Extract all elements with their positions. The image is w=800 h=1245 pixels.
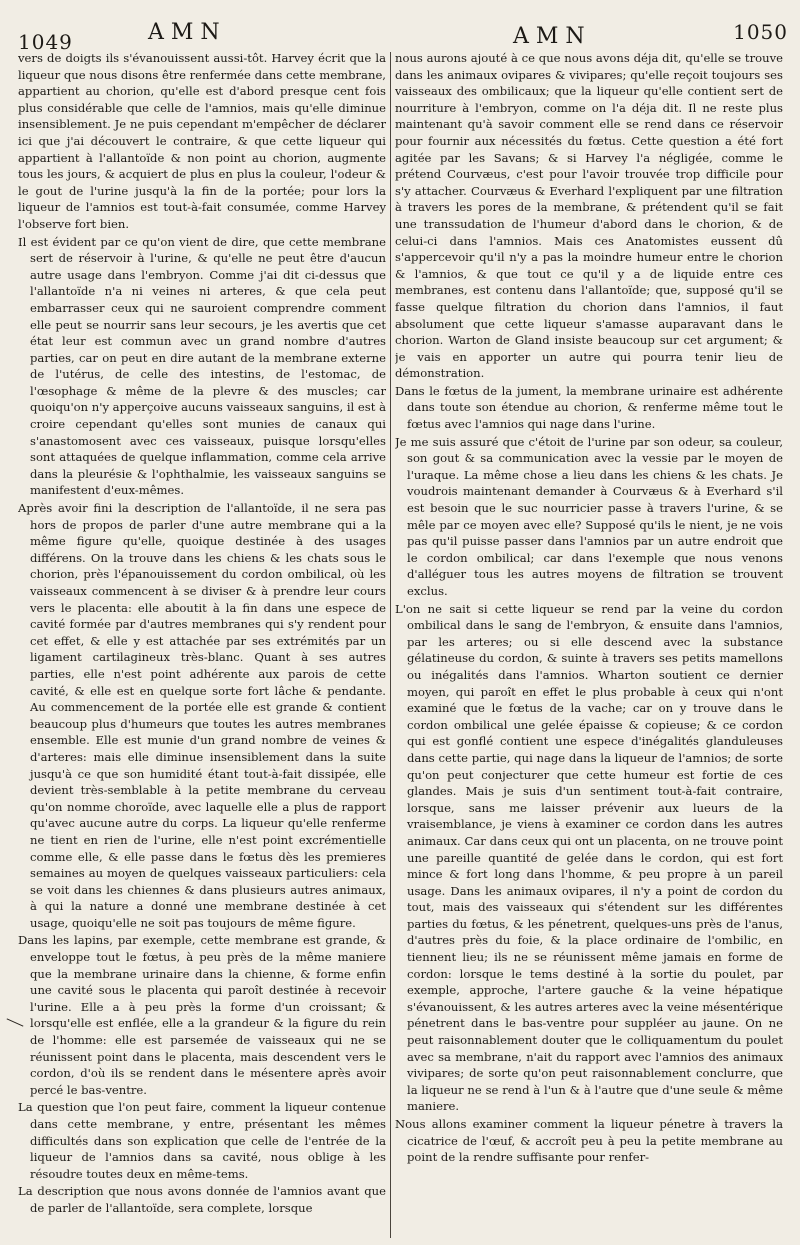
paragraph: nous aurons ajouté à ce que nous avons déja dit, qu'elle se trouve dans les animaux ovipares & vivipares; qu'elle reçoit toujours ses vaisseaux des ombilicaux; que la liqueur qu'elle contient sert de nourriture à l'embryon, comme on l'a déja dit. Il ne reste plus maintenant qu'à savoir comment elle se rend dans ce réservoir pour fournir aux nécessités du fœtus. Cette question a été fort agitée par les Savans; & si Harvey l'a négligée, comme le prétend Courvæus, c'est pour l'avoir trouvée trop difficile pour s'y attacher. Courvæus & Everhard l'expliquent par une filtration à travers les pores de la membrane, & prétendent qu'il se fait une transsudation de l'humeur d'abord dans le chorion, & de celui-ci dans l'amnios. Mais ces Anatomistes eussent dû s'appercevoir qu'il n'y a pas la moindre humeur entre le chorion & l'amnios, & que tout ce qu'il y a de liquide entre ces membranes, est contenu dans l'allantoïde; que, supposé qu'il se fasse quelque filtration du chorion dans l'amnios, il faut absolument que cette liqueur s'amasse auparavant dans le chorion. Warton de Gland insiste beaucoup sur cet argument; & je vais en apporter un autre qui pourra tenir lieu de démonstration. xyxy=(395,51,783,381)
paragraph: Après avoir fini la description de l'allantoïde, il ne sera pas hors de propos de parler d'une autre membrane qui a la même figure qu'elle, quoique destinée à des usages différens. On la trouve dans les chiens & les chats sous le chorion, près l'épanouissement du cordon ombilical, où les vaisseaux commencent à se diviser & à prendre leur cours vers le placenta: elle aboutit à la fin dans une espece de cavité formée par d'autres membranes qui s'y rendent pour cet effet, & elle y est attachée par ses extrémités par un ligament cartilagineux très-blanc. Quant à ses autres parties, elle n'est point adhérente aux parois de cette cavité, & elle est en quelque sorte fort lâche & pendante. Au commencement de la portée elle est grande & contient beaucoup plus d'humeurs que toutes les autres membranes ensemble. Elle est munie d'un grand nombre de veines & d'arteres: mais elle diminue insensiblement dans la suite jusqu'à ce que son humidité étant tout-à-fait dissipée, elle devient très-semblable à la petite membrane du cerveau qu'on nomme choroïde, avec laquelle elle a plus de rapport qu'avec aucune autre du corps. La liqueur qu'elle renferme ne tient en rien de l'urine, elle n'est point excrémentielle comme elle, & elle passe dans le fœtus dès les premieres semaines au moyen de quelques vaisseaux particuliers: cela se voit dans les chiennes & dans plusieurs autres animaux, à qui la nature a donné une membrane destinée à cet usage, quoiqu'elle ne soit pas toujours de même figure. xyxy=(18,501,386,930)
page-number-left: 1049 xyxy=(18,30,73,54)
paragraph: Je me suis assuré que c'étoit de l'urine par son odeur, sa couleur, son gout & sa communication avec la vessie par le moyen de l'uraque. La même chose a lieu dans les chiens & les chats. Je voudrois maintenant demander à Courvæus & à Everhard s'il est besoin que le suc nourricier passe à travers l'urine, & se mêle par ce moyen avec elle? Supposé qu'ils le nient, je ne vois pas qu'il puisse passer dans l'amnios par un autre endroit que le cordon ombilical; car dans l'exemple que nous venons d'alléguer tous les autres moyens de filtration se trouvent exclus. xyxy=(395,434,783,598)
paragraph: L'on ne sait si cette liqueur se rend par la veine du cordon ombilical dans le sang de l'embryon, & ensuite dans l'amnios, par les arteres; ou si elle descend avec la substance gélatineuse du cordon, & suinte à travers ses petits mamellons ou inégalités dans l'amnios. Wharton soutient ce dernier moyen, qui paroît en effet le plus probable à ceux qui n'ont examiné que le fœtus de la vache; car on y trouve dans le cordon ombilical une gelée épaisse & copieuse; & ce cordon qui est gonflé contient une espece d'inégalités glanduleuses dans cette partie, qui nage dans la liqueur de l'amnios; de sorte qu'on peut conjecturer que cette humeur est fortie de ces glandes. Mais je suis d'un sentiment tout-à-fait contraire, lorsque, sans me laisser prévenir aux lueurs de la vraisemblance, je viens à examiner ce cordon dans les autres animaux. Car dans ceux qui ont un placenta, on ne trouve point une pareille quantité de gelée dans le cordon, qui est fort mince & fort long dans l'homme, & peu propre à un pareil usage. Dans les animaux ovipares, il n'y a point de cordon du tout, mais des vaisseaux qui s'étendent sur les différentes parties du fœtus, & les pénetrent, quelques-uns près de l'anus, d'autres près du foie, & la place ordinaire de l'ombilic, en tiennent lieu; ils ne se réunissent même jamais en forme de cordon: lorsque le tems destiné à la sortie du poulet, par exemple, approche, l'artere gauche & la veine hépatique s'évanouissent, & les autres arteres avec la veine mésentérique pénetrent dans le bas-ventre pour suppléer au jaune. On ne peut raisonnablement douter que le colliquamentum du poulet avec sa membrane, n'ait du rapport avec l'amnios des animaux vivipares; de sorte qu'on peut raisonnablement conclurre, que la liqueur ne se rend à l'un & à l'autre que d'une seule & même maniere. xyxy=(395,601,783,1114)
left-column xyxy=(18,50,386,1240)
page-number-right: 1050 xyxy=(733,20,788,44)
right-column xyxy=(395,50,783,1240)
paragraph: vers de doigts ils s'évanouissent aussi-tôt. Harvey écrit que la liqueur que nous disons être renfermée dans cette membrane, appartient au chorion, qu'elle est d'abord presque cent fois plus considérable que celle de l'amnios, mais qu'elle diminue insensiblement. Je ne puis cependant m'empêcher de déclarer ici que j'ai découvert le contraire, & que cette liqueur qui appartient à l'allantoïde & non point au chorion, augmente tous les jours, & acquiert de plus en plus la couleur, l'odeur & le gout de l'urine jusqu'à la fin de la portée; pour lors la liqueur de l'amnios est tout-à-fait consumée, comme Harvey l'observe fort bien. xyxy=(18,51,386,231)
paragraph: Dans les lapins, par exemple, cette membrane est grande, & enveloppe tout le fœtus, à peu près de la même maniere que la membrane urinaire dans la chienne, & forme enfin une cavité sous le placenta qui paroît destinée à recevoir l'urine. Elle a à peu près la forme d'un croissant; & lorsqu'elle est enflée, elle a la grandeur & la figure du rein de l'homme: elle est parsemée de vaisseaux qui ne se réunissent point dans le placenta, mais descendent vers le cordon, d'où ils se rendent dans le mésentere après avoir percé le bas-ventre. xyxy=(18,933,386,1097)
paragraph: Nous allons examiner comment la liqueur pénetre à travers la cicatrice de l'œuf, & accroît peu à peu la petite membrane au point de la rendre suffisante pour renfer- xyxy=(395,1117,783,1165)
paragraph: La description que nous avons donnée de l'amnios avant que de parler de l'allantoïde, sera complete, lorsque xyxy=(18,1184,386,1215)
paragraph: Dans le fœtus de la jument, la membrane urinaire est adhérente dans toute son étendue au chorion, & renferme même tout le fœtus avec l'amnios qui nage dans l'urine. xyxy=(395,383,783,432)
running-head-right: AMN xyxy=(513,24,592,49)
column-rule xyxy=(390,52,391,1238)
paragraph: La question que l'on peut faire, comment la liqueur contenue dans cette membrane, y entre, présentant les mêmes difficultés dans son explication que celle de l'entrée de la liqueur de l'amnios dans sa cavité, nous oblige à les résoudre toutes deux en même-tems. xyxy=(18,1100,386,1181)
paragraph: Il est évident par ce qu'on vient de dire, que cette membrane sert de réservoir à l'urine, & qu'elle ne peut être d'aucun autre usage dans l'embryon. Comme j'ai dit ci-dessus que l'allantoïde n'a ni veines ni arteres, & que cela peut embarrasser ceux qui ne sauroient comprendre comment elle peut se nourrir sans leur secours, je les avertis que cet état leur est commun avec un grand nombre d'autres parties, car on peut en dire autant de la membrane externe de l'utérus, de celle des intestins, de l'estomac, de l'œsophage & même de la plevre & des muscles; car quoiqu'on n'y apperçoive aucuns vaisseaux sanguins, il est à croire cependant qu'elles sont munies de canaux qui s'anastomosent avec ces vaisseaux, puisque lorsqu'elles sont attaquées de quelque inflammation, comme cela arrive dans la pleurésie & l'ophthalmie, les vaisseaux sanguins se manifestent d'eux-mêmes. xyxy=(18,234,386,498)
running-head-left: AMN xyxy=(148,20,227,45)
